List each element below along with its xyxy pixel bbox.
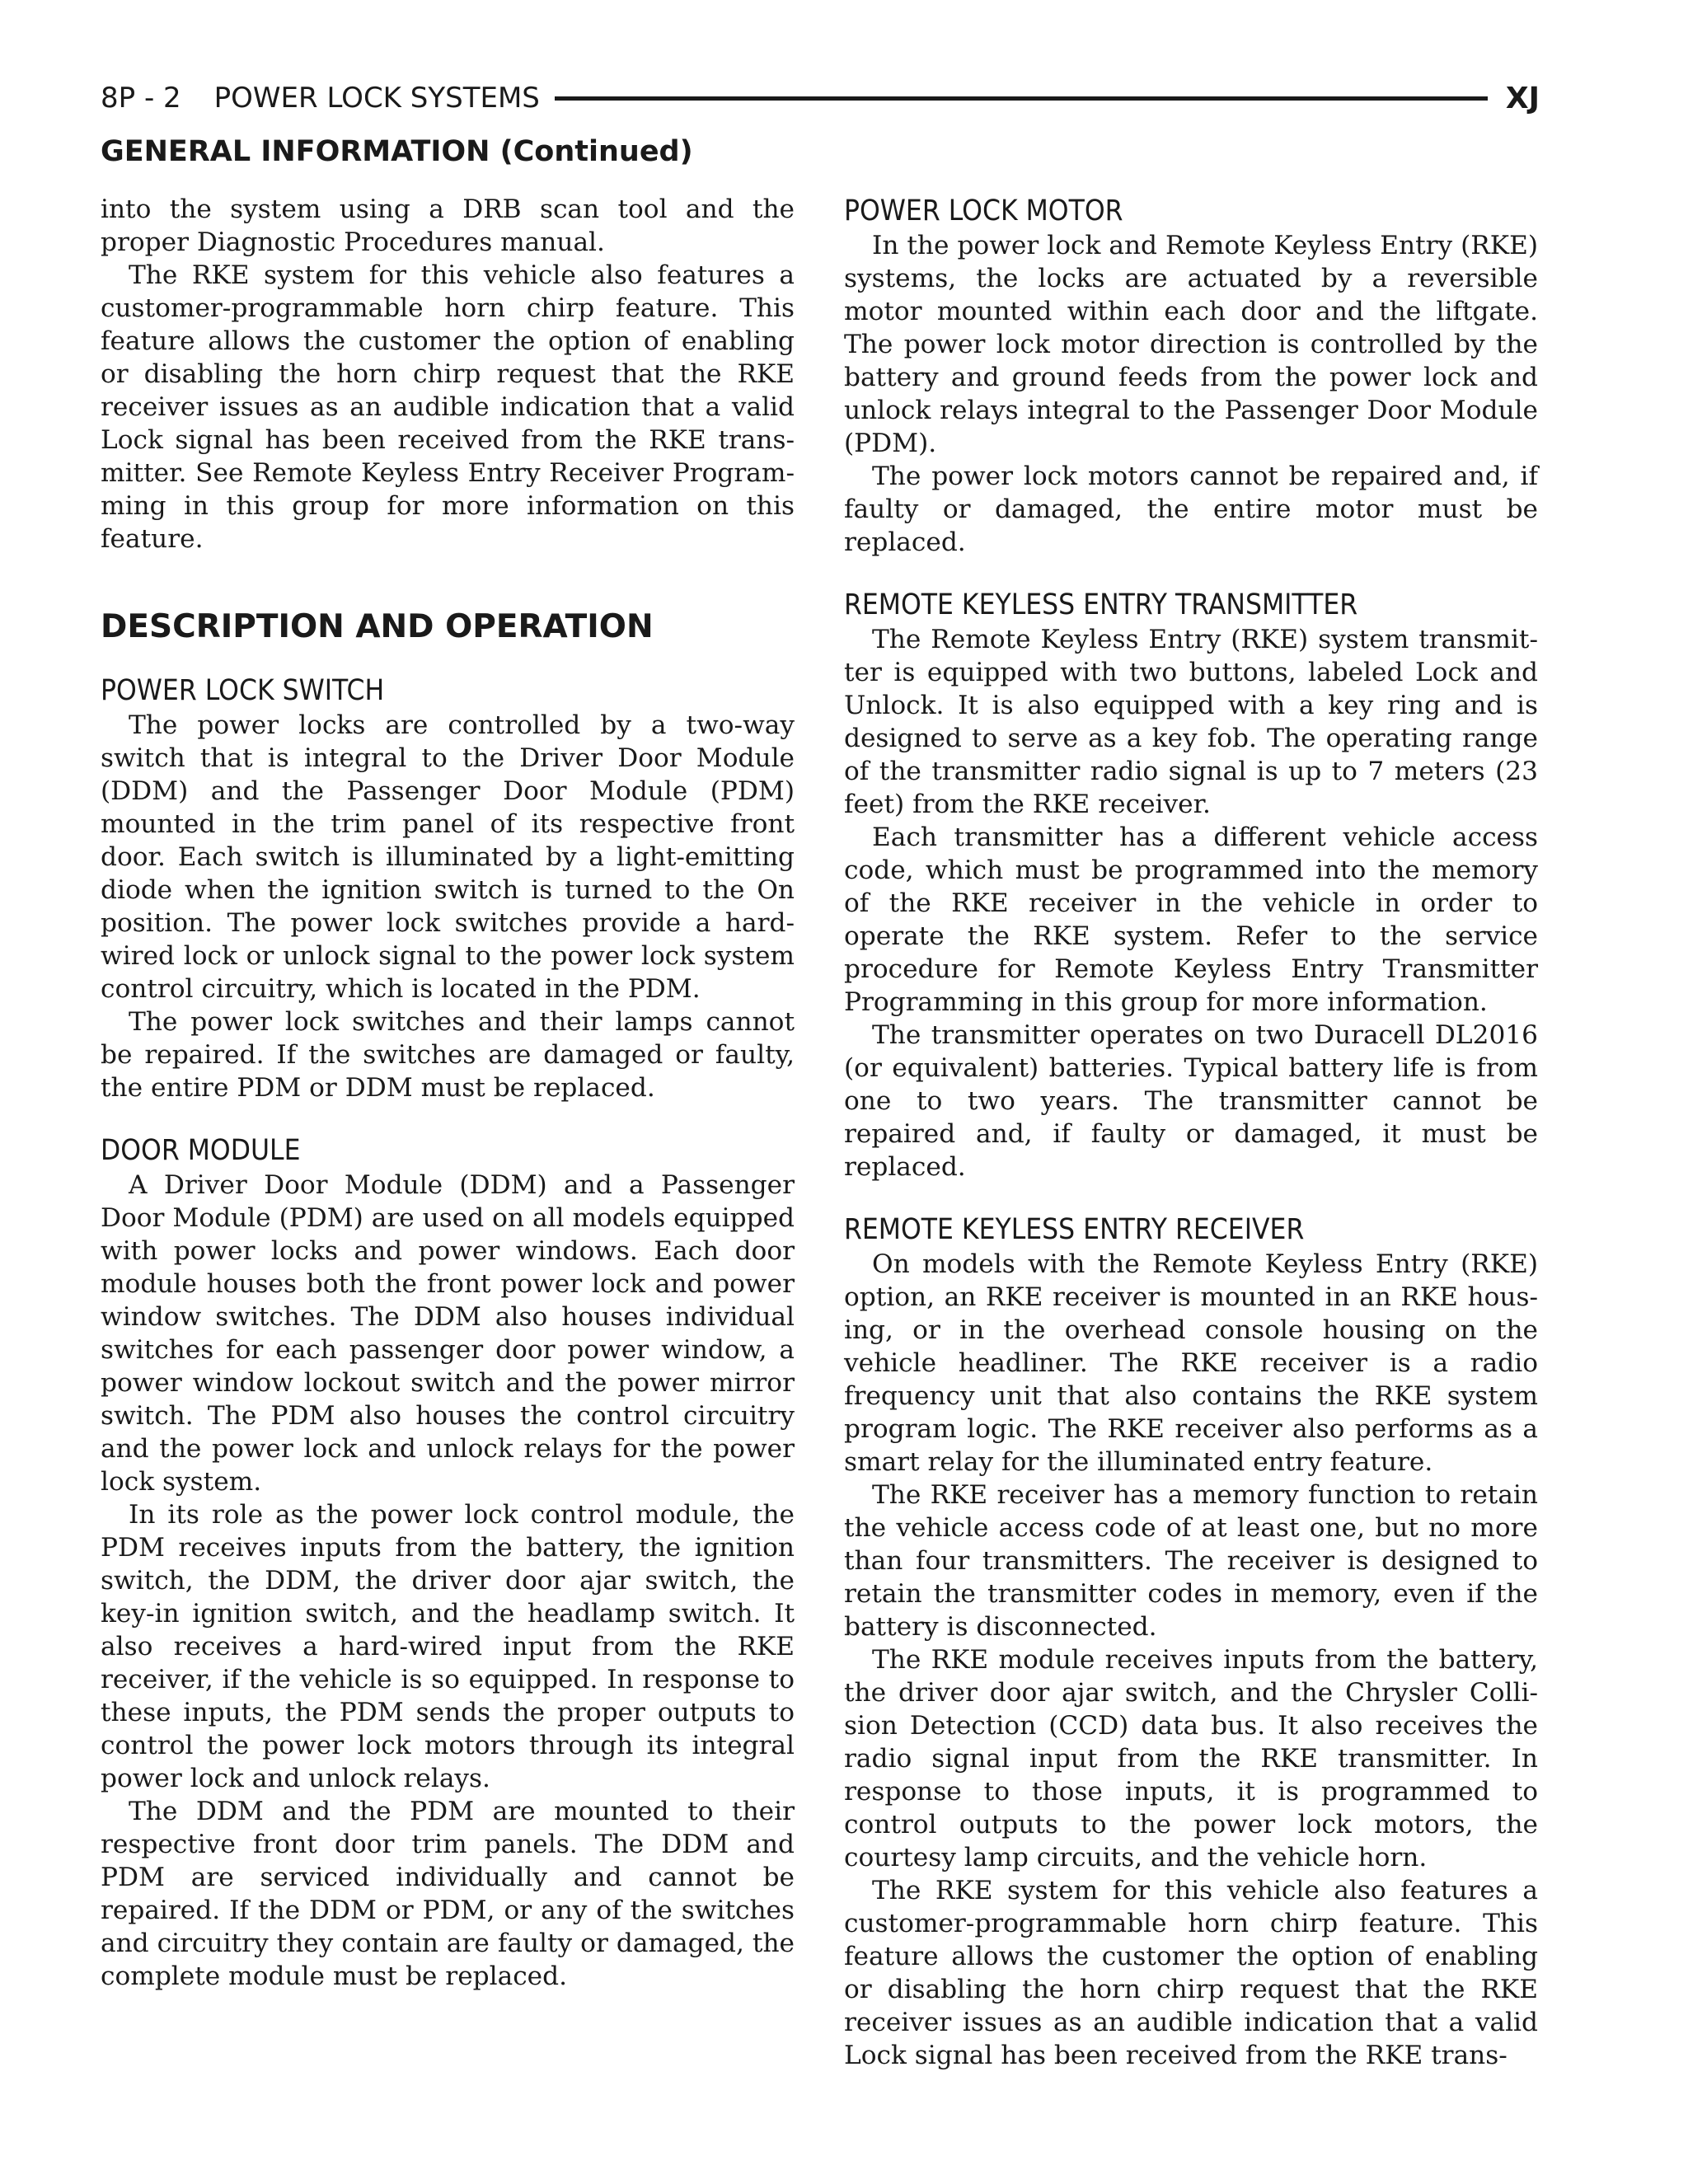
section-title: POWER LOCK SYSTEMS (213, 82, 540, 115)
paragraph: The RKE system for this vehicle also features a customer-programmable horn chirp feature. This feature allows the customer the option of enabling or disabling the horn chirp request that the RKE receiver issues as an audible indication that a valid Lock signal has been received from the RKE trans- (844, 1876, 1538, 2070)
paragraph: Each transmitter has a different vehicle access code, which must be programmed into the memory of the RKE receiver in the vehicle in order to operate the RKE system. Refer to the service procedure for Remote Keyless Entry Transmitter Programming in this group for more information. (844, 823, 1538, 1017)
subsection-heading: POWER LOCK SWITCH (101, 674, 385, 707)
paragraph: On models with the Remote Keyless Entry (RKE) option, an RKE receiver is mounted in an RKE housing, or in the overhead console housing on the vehicle headliner. The RKE receiver is a radio frequency unit that also contains the RKE system program logic. The RKE receiver also performs as a smart relay for the illuminated entry feature. (844, 1249, 1538, 1477)
paragraph: The DDM and the PDM are mounted to their respective front door trim panels. The DDM and PDM are serviced individually and cannot be repaired. If the DDM or PDM, or any of the switches and circuitry they contain are faulty or damaged, the complete module must be replaced. (101, 1797, 795, 1991)
paragraph: The power locks are controlled by a two-way switch that is integral to the Driver Door Module (DDM) and the Passenger Door Module (PDM) mounted in the trim panel of its respective front door. Each switch is illuminated by a light-emitting diode when the ignition switch is turned to the On position. The power lock switches provide a hard-wired lock or unlock signal to the power lock system control circuitry, which is located in the PDM. (101, 710, 795, 1004)
paragraph: The transmitter operates on two Duracell DL2016 (or equivalent) batteries. Typical battery life is from one to two years. The transmitter cannot be repaired and, if faulty or damaged, it must be replaced. (844, 1020, 1538, 1182)
header-rule (555, 96, 1488, 101)
page-header (101, 79, 1540, 117)
paragraph: The RKE module receives inputs from the battery, the driver door ajar switch, and the Chrysler Collision Detection (CCD) data bus. It also receives the radio signal input from the RKE transmitter. In response to those inputs, it is programmed to control outputs to the power lock motors, the courtesy lamp circuits, and the vehicle horn. (844, 1645, 1538, 1872)
paragraph: The RKE system for this vehicle also features a customer-programmable horn chirp feature. This feature allows the customer the option of enabling or disabling the horn chirp request that the RKE receiver issues as an audible indication that a valid Lock signal has been received from the RKE transmitter. See Remote Keyless Entry Receiver Programming in this group for more information on this feature. (101, 260, 795, 554)
paragraph: The Remote Keyless Entry (RKE) system transmitter is equipped with two buttons, labeled Lock and Unlock. It is also equipped with a key ring and is designed to serve as a key fob. The operating range of the transmitter radio signal is up to 7 meters (23 feet) from the RKE receiver. (844, 625, 1538, 819)
paragraph: The RKE receiver has a memory function to retain the vehicle access code of at least one, but no more than four transmitters. The receiver is designed to retain the transmitter codes in memory, even if the battery is disconnected. (844, 1480, 1538, 1642)
paragraph: The power lock motors cannot be repaired and, if faulty or damaged, the entire motor must be replaced. (844, 462, 1538, 557)
subsection-heading: REMOTE KEYLESS ENTRY TRANSMITTER (844, 588, 1358, 621)
paragraph: A Driver Door Module (DDM) and a Passenger Door Module (PDM) are used on all models equipped with power locks and power windows. Each door module houses both the front power lock and power window switches. The DDM also houses individual switches for each passenger door power window, a power window lockout switch and the power mirror switch. The PDM also houses the control circuitry and the power lock and unlock relays for the power lock system. (101, 1170, 795, 1497)
left-column (101, 193, 795, 1993)
section-heading: DESCRIPTION AND OPERATION (101, 608, 654, 645)
paragraph: In the power lock and Remote Keyless Entry (RKE) systems, the locks are actuated by a reversible motor mounted within each door and the liftgate. The power lock motor direction is controlled by the battery and ground feeds from the power lock and unlock relays integral to the Passenger Door Module (PDM). (844, 231, 1538, 458)
subsection-heading: POWER LOCK MOTOR (844, 194, 1123, 227)
paragraph: In its role as the power lock control module, the PDM receives inputs from the battery, the ignition switch, the DDM, the driver door ajar switch, the key-in ignition switch, and the headlamp switch. It also receives a hard-wired input from the RKE receiver, if the vehicle is so equipped. In response to these inputs, the PDM sends the proper outputs to control the power lock motors through its integral power lock and unlock relays. (101, 1500, 795, 1793)
continued-heading: GENERAL INFORMATION (Continued) (101, 135, 693, 168)
subsection-heading: REMOTE KEYLESS ENTRY RECEIVER (844, 1213, 1305, 1246)
model-code: XJ (1505, 81, 1540, 115)
paragraph: into the system using a DRB scan tool and the proper Diagnostic Procedures manual. (101, 194, 795, 257)
right-column (844, 193, 1538, 2072)
paragraph: The power lock switches and their lamps cannot be repaired. If the switches are damaged or faulty, the entire PDM or DDM must be replaced. (101, 1007, 795, 1103)
page-number: 8P - 2 (101, 82, 181, 115)
subsection-heading: DOOR MODULE (101, 1134, 301, 1167)
